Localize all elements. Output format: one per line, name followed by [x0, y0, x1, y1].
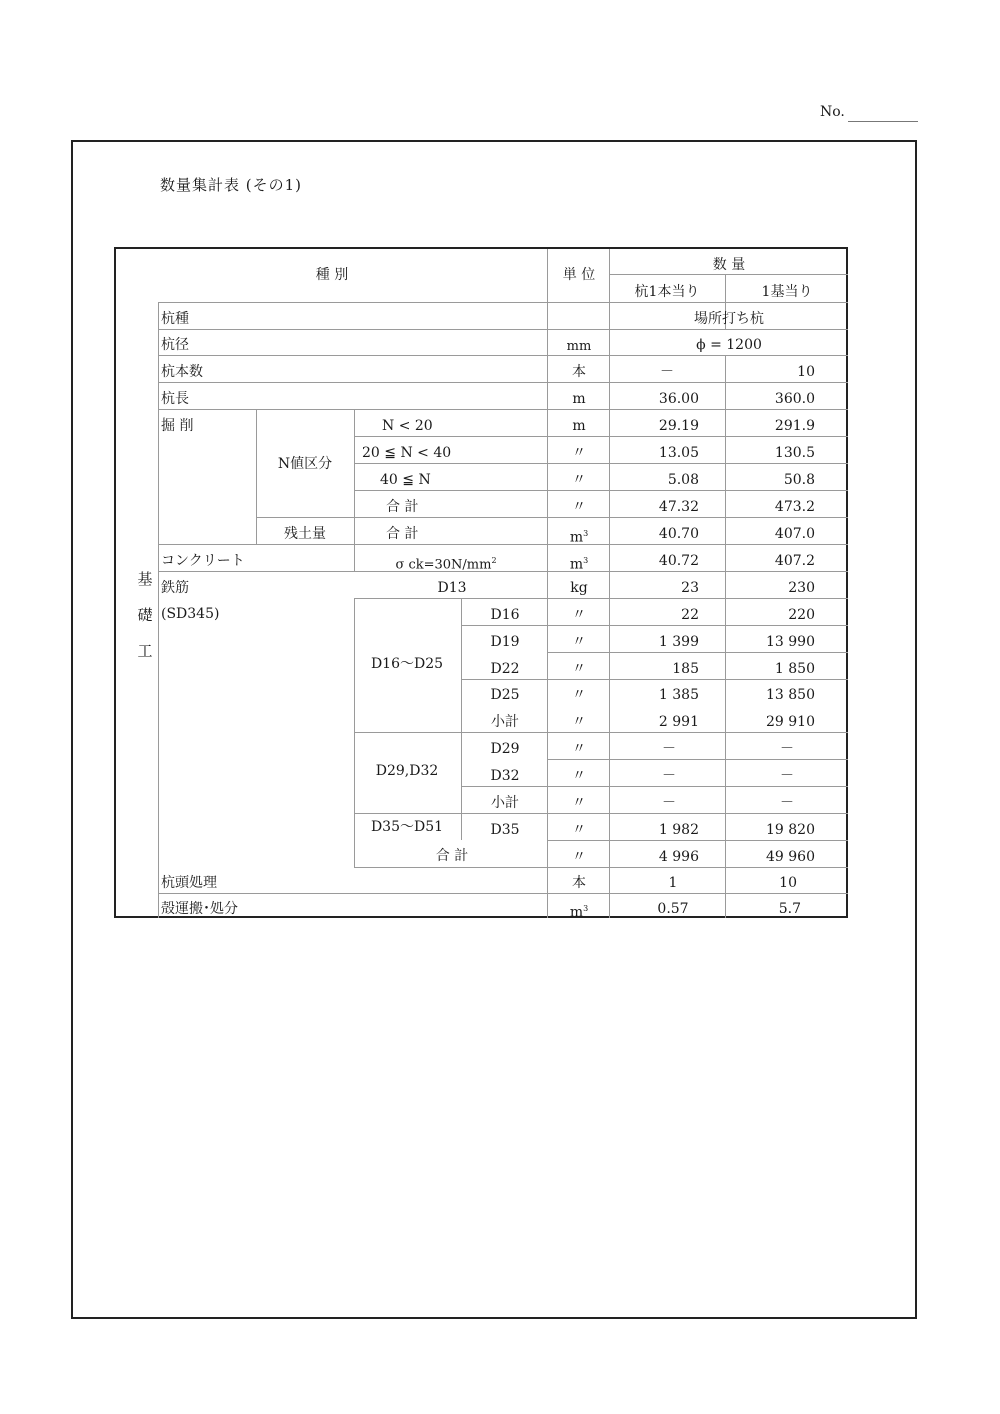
rule-row	[158, 571, 848, 572]
value-shell-disposal-per-base: 5.7	[778, 901, 801, 917]
label-excavation-sum: 合 計	[386, 499, 419, 515]
value-residual-per-base: 407.0	[774, 526, 815, 542]
unit-d29: 〃	[572, 741, 586, 757]
value-small-total-1-per-pile: 2 991	[658, 714, 699, 730]
rule-row	[354, 436, 848, 437]
rule-unit-right	[609, 249, 610, 918]
value-d29-per-pile: －	[662, 741, 676, 757]
value-rebar-total-per-pile: 4 996	[658, 849, 699, 865]
label-group-d35-d51: D35～D51	[370, 819, 444, 835]
label-pile-length: 杭長	[161, 391, 189, 407]
label-rebar-grade: (SD345)	[161, 606, 220, 622]
rule-row	[158, 329, 848, 330]
value-d13-per-pile: 23	[681, 580, 699, 596]
rule-col	[461, 598, 462, 840]
concrete-spec: σ $ck=30N/mm^2$	[395, 556, 497, 573]
rule-row	[461, 625, 848, 626]
value-n-lt-20-per-base: 291.9	[774, 418, 815, 434]
number-label: No.	[820, 104, 845, 120]
header-per-pile: 杭1本当り	[634, 284, 700, 300]
rule-row	[461, 786, 848, 787]
label-group-d16-d25: D16～D25	[370, 656, 444, 672]
value-pile-head-per-base: 10	[779, 875, 797, 891]
value-d32-per-base: －	[780, 768, 794, 784]
unit-d13: kg	[570, 580, 588, 596]
unit-pile-head: 本	[572, 875, 586, 891]
rule-row	[547, 840, 848, 841]
unit-shell-disposal: $m^3$	[569, 904, 589, 921]
label-group-d29-d32: D29,D32	[375, 763, 439, 779]
label-d25: D25	[490, 687, 520, 703]
header-kind: 種 別	[315, 267, 349, 283]
label-d35: D35	[490, 822, 520, 838]
header-unit: 単 位	[562, 267, 596, 283]
value-n-lt-20-per-pile: 29.19	[658, 418, 699, 434]
value-excavation-sum-per-pile: 47.32	[658, 499, 699, 515]
unit-excavation-sum: 〃	[572, 499, 586, 515]
label-n-lt-20: N < 20	[382, 418, 433, 434]
label-residual-soil: 残土量	[284, 526, 326, 542]
label-d16: D16	[490, 607, 520, 623]
rule-row	[158, 382, 848, 383]
rule-row	[547, 759, 848, 760]
unit-pile-length: m	[572, 391, 586, 407]
value-d32-per-pile: －	[662, 768, 676, 784]
value-d22-per-base: 1 850	[774, 661, 815, 677]
rule-col	[354, 409, 355, 571]
rule-row	[158, 544, 848, 545]
unit-d32: 〃	[572, 768, 586, 784]
value-d22-per-pile: 185	[672, 661, 699, 677]
value-n-20-40-per-base: 130.5	[774, 445, 815, 461]
rule-row	[547, 652, 848, 653]
quantity-table	[114, 247, 848, 921]
unit-d25: 〃	[572, 687, 586, 703]
value-concrete-per-base: 407.2	[774, 553, 815, 569]
unit-d16: 〃	[572, 607, 586, 623]
unit-concrete: $m^3$	[569, 556, 589, 573]
value-pile-count-per-base: 10	[797, 364, 815, 380]
rule-col	[354, 598, 355, 867]
rule-row	[158, 355, 848, 356]
rule-unit-left	[547, 249, 548, 918]
label-small-total-2: 小計	[491, 795, 519, 811]
value-d19-per-base: 13 990	[766, 634, 815, 650]
value-d35-per-pile: 1 982	[658, 822, 699, 838]
label-n-ge-40: 40 ≦ N	[380, 472, 431, 488]
label-excavation: 掘 削	[161, 418, 194, 434]
rule-row	[354, 463, 848, 464]
unit-pile-diameter: mm	[566, 339, 592, 354]
unit-d22: 〃	[572, 661, 586, 677]
value-residual-per-pile: 40.70	[658, 526, 699, 542]
unit-residual: $m^3$	[569, 529, 589, 546]
value-d35-per-base: 19 820	[766, 822, 815, 838]
label-shell-disposal: 殻運搬･処分	[161, 901, 238, 917]
value-n-ge-40-per-pile: 5.08	[667, 472, 699, 488]
rule-row	[158, 409, 848, 410]
value-small-total-2-per-pile: －	[662, 795, 676, 811]
label-pile-type: 杭種	[161, 311, 189, 327]
value-small-total-1-per-base: 29 910	[766, 714, 815, 730]
page-title: 数量集計表 (その1)	[160, 176, 303, 194]
value-concrete-per-pile: 40.72	[658, 553, 699, 569]
value-d25-per-base: 13 850	[766, 687, 815, 703]
label-rebar: 鉄筋	[161, 580, 189, 596]
unit-n-20-40: 〃	[572, 445, 586, 461]
unit-rebar-total: 〃	[572, 849, 586, 865]
label-concrete: コンクリート	[161, 553, 245, 569]
label-d22: D22	[490, 661, 520, 677]
rule-header-bottom	[158, 302, 848, 303]
rule-row	[158, 893, 848, 894]
value-pile-count-per-pile: －	[660, 364, 674, 380]
label-residual-sum: 合 計	[386, 526, 419, 542]
value-d29-per-base: －	[780, 741, 794, 757]
label-d19: D19	[490, 634, 520, 650]
label-n-value: N値区分	[277, 456, 333, 472]
side-label-foundation: 基 礎 工	[137, 570, 153, 660]
number-field-line	[848, 121, 918, 122]
rule-row	[354, 867, 848, 868]
rule-row	[354, 813, 848, 814]
value-d16-per-pile: 22	[681, 607, 699, 623]
label-rebar-total: 合 計	[435, 848, 469, 864]
label-d29: D29	[490, 741, 520, 757]
unit-d35: 〃	[572, 822, 586, 838]
value-d13-per-base: 230	[788, 580, 815, 596]
value-n-20-40-per-pile: 13.05	[658, 445, 699, 461]
value-d19-per-pile: 1 399	[658, 634, 699, 650]
value-shell-disposal-per-pile: 0.57	[657, 901, 689, 917]
value-rebar-total-per-base: 49 960	[766, 849, 815, 865]
rule-row	[354, 732, 848, 733]
label-d32: D32	[490, 768, 520, 784]
value-small-total-2-per-base: －	[780, 795, 794, 811]
unit-small-total-2: 〃	[572, 795, 586, 811]
value-d16-per-base: 220	[788, 607, 815, 623]
label-pile-head: 杭頭処理	[161, 875, 217, 891]
header-per-base: 1基当り	[761, 284, 813, 300]
value-d25-per-pile: 1 385	[658, 687, 699, 703]
unit-n-ge-40: 〃	[572, 472, 586, 488]
value-pile-diameter: ϕ = 1200	[696, 337, 762, 353]
header-quantity: 数 量	[712, 257, 746, 273]
label-small-total-1: 小計	[491, 714, 519, 730]
label-pile-count: 杭本数	[161, 364, 203, 380]
rule-row	[256, 517, 848, 518]
label-n-20-40: 20 ≦ N < 40	[362, 445, 452, 461]
unit-d19: 〃	[572, 634, 586, 650]
value-pile-length-per-base: 360.0	[774, 391, 815, 407]
value-excavation-sum-per-base: 473.2	[774, 499, 815, 515]
label-pile-diameter: 杭径	[161, 337, 189, 353]
unit-pile-count: 本	[572, 364, 586, 380]
unit-n-lt-20: m	[572, 418, 586, 434]
rule-row	[354, 490, 848, 491]
rule-col	[256, 409, 257, 544]
rule-quantity-header	[609, 274, 848, 275]
value-pile-head-per-pile: 1	[668, 875, 678, 891]
unit-small-total-1: 〃	[572, 714, 586, 730]
value-pile-type: 場所打ち杭	[694, 311, 764, 327]
rule-qty-divider	[725, 355, 726, 918]
label-d13: D13	[437, 580, 467, 596]
rule-row	[461, 679, 848, 680]
value-pile-length-per-pile: 36.00	[658, 391, 699, 407]
rule-side-column	[158, 302, 159, 918]
value-n-ge-40-per-base: 50.8	[783, 472, 815, 488]
rule-row	[354, 598, 848, 599]
